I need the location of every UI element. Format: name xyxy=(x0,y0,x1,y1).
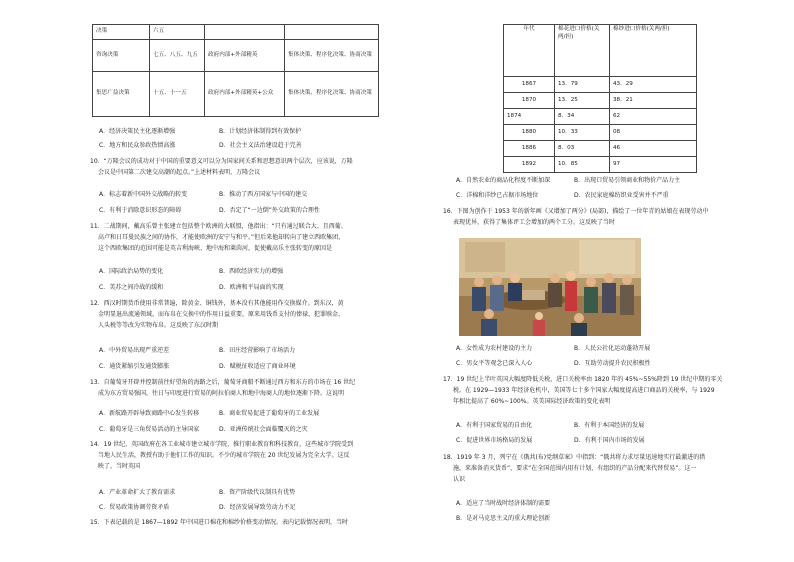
question-text: 10．“万隆会议的成功对于中国的重要意义可以分为国家间关系和思想意识两个层次，应该说，万隆 xyxy=(90,158,353,165)
q11-option-d: D．欧洲和平局面的实现 xyxy=(219,284,284,291)
q14-option-b: B．资产阶级代议制具有优势 xyxy=(219,489,296,496)
question-13 xyxy=(90,377,375,399)
q12-option-d: D．赋税征收适应了商业环境 xyxy=(219,363,296,370)
table-cell: 政府内部+外部精英 xyxy=(205,40,285,72)
question-text: 人头税等等改为实物布帛。这反映了东汉时期 xyxy=(98,322,219,330)
q18-option-b: B．是对马克思主义的重大理论创新 xyxy=(456,515,551,522)
q17-option-b: B．有利于本国经济的发展 xyxy=(574,422,645,429)
table-row xyxy=(504,157,697,173)
question-text: 映了，当时英国 xyxy=(98,463,141,471)
q17-option-c: C．促进世界市场格局的发展 xyxy=(456,437,533,444)
table-cell: 决策 xyxy=(93,25,150,40)
question-text: 14．19 世纪，英国政府在各工业城市建立城市学院，推行职业教育和科技教育，这些城市学院受到 xyxy=(90,441,354,448)
q16-option-b: B．人民公社化运动蓬勃开展 xyxy=(574,345,651,352)
q10-option-c: C．有利于消除意识形态的障碍 xyxy=(99,207,182,214)
q15-option-c: C．洋棉和洋纱已占据市场地位 xyxy=(456,192,539,199)
q12-option-a: A．中外贸易出现严重逆差 xyxy=(99,347,170,354)
table-row xyxy=(504,125,697,141)
question-text: 15．下表记载的是 1867—1892 年中国进口棉花和棉纱价格变动情况。表内记载情况表明，当时 xyxy=(90,519,348,526)
table-cell: 10．33 xyxy=(555,125,610,141)
q10-option-a: A．标志着新中国外交战略的转变 xyxy=(99,191,188,198)
question-text: 12．西汉时期货币使用非常普遍，除黄金、铜钱外，基本没有其他能用作交换媒介。到东汉，黄 xyxy=(90,300,344,307)
q15-option-b: B．出现口贸易引领商业和物价产品力主 xyxy=(574,177,681,184)
question-text: 13．自葡萄牙开辟并控制前往好望角的海路之后，葡萄牙商船不断通过西方和东方的市场在 16 世纪 xyxy=(90,379,356,386)
question-text: 施，来准备消灭货币”，要求“在全国范围内用有计划、有组织的产品分配来代替贸易”。这一 xyxy=(453,465,697,473)
question-text: 高卢和日耳曼民族之间的协作，才能使欧洲的安宁与和平。”但后来他却转向了建立西欧集团， xyxy=(98,234,345,242)
q9-option-b: B．计划经济体制得到有效保护 xyxy=(219,128,302,135)
table-row xyxy=(93,25,379,40)
q14-option-a: A．产业革命扩大了教育需求 xyxy=(99,489,176,496)
question-text: 这个西欧集团的范围可能是英吉利海峡、地中海和莱茵河，促使戴高乐主张转变的原因是 xyxy=(98,245,333,253)
q14-option-c: C．贸易政策协调劳资矛盾 xyxy=(99,504,170,511)
q10-option-d: D．否定了“一边倒”外交政策的合理性 xyxy=(219,207,320,214)
table-row xyxy=(504,141,697,157)
table-cell: 62 xyxy=(610,109,697,125)
q9-option-a: A．经济决策民主化逐渐增强 xyxy=(99,128,176,135)
question-text: 当地人民生活，教授有助于他们工作的知识。不少的城市学院在 20 世纪发展为完全大学。这反 xyxy=(98,452,350,460)
table-cell: 1880 xyxy=(504,125,555,141)
question-text: 11．二战期间，戴高乐曾主张建立包括整个欧洲的大联盟，他指出：“只有通过联合大、且西葡、 xyxy=(90,223,347,230)
question-15 xyxy=(90,517,375,528)
table-cell xyxy=(285,25,379,40)
table-row xyxy=(93,72,379,117)
question-14 xyxy=(90,439,375,473)
q11-option-c: C．美苏之间冷战的缓和 xyxy=(99,284,164,291)
table-cell: 1886 xyxy=(504,141,555,157)
question-text: 金明显退出流通领域，而布帛在交换中的作用日益重要，原来用钱币支付的俸禄、犯罪赎金、 xyxy=(98,311,345,319)
question-17 xyxy=(443,374,743,408)
question-text: 年相比提高了 60%~100%。英美国际经济政策的变化表明 xyxy=(453,398,611,406)
table-cell: 97 xyxy=(610,157,697,173)
question-text: 会议是中国第二次建交高潮的起点。”上述材料表明，万隆会议 xyxy=(98,169,261,177)
question-10 xyxy=(90,156,375,178)
table-cell: 六五 xyxy=(150,25,205,40)
table-cell: 1870 xyxy=(504,93,555,109)
table-cell: 1892 xyxy=(504,157,555,173)
q9-option-d: D．社会主义法治建设趋于完善 xyxy=(219,142,302,149)
question-text: 税。在 1929—1933 年经济危机中，美国等七十多个国家大幅度提高进口商品的关税率，与 1929 xyxy=(453,387,715,395)
q13-option-b: B．商业贸易促进了葡萄牙的工业发展 xyxy=(219,410,320,417)
table-cell: 政府内部+外部精英+公众 xyxy=(205,72,285,117)
table-cell: 集思广益决策 xyxy=(93,72,150,117)
table-cell: 1867 xyxy=(504,77,555,93)
table-cell: 七五、八五、九五 xyxy=(150,40,205,72)
table-row xyxy=(504,93,697,109)
painting-illustration xyxy=(459,238,641,336)
q12-option-b: B．田庄经营影响了市场活力 xyxy=(219,347,296,354)
decision-table xyxy=(92,24,379,117)
cotton-price-table xyxy=(503,24,697,173)
q13-option-c: C．葡萄牙是三角贸易活动的主导国家 xyxy=(99,426,200,433)
table-cell: 46 xyxy=(610,141,697,157)
table-cell: 8．34 xyxy=(555,109,610,125)
q16-option-a: A．女性成为农村建设的主力 xyxy=(456,345,533,352)
q17-option-a: A．有利于国家贸易的自由化 xyxy=(456,422,533,429)
question-text: 18．1919 年 3 月，列宁在《俄共(布)党纲草案》中指到：“俄共将力求尽量迅速地实行最激进的措 xyxy=(443,454,706,461)
table-header: 棉花进口价格(关两/担) xyxy=(555,25,610,77)
q18-option-a: A．适应了当时战时经济体制的需要 xyxy=(456,500,551,507)
q17-option-d: D．有利于国内市场的发展 xyxy=(574,437,645,444)
table-cell: 8．03 xyxy=(555,141,610,157)
table-cell: 集体决策、程序化决策、协商决策 xyxy=(285,40,379,72)
q9-option-c: C．地方和民众参政热情高涨 xyxy=(99,142,176,149)
table-row xyxy=(504,77,697,93)
q13-option-a: A．新航路开辟导致商路中心发生转移 xyxy=(99,410,200,417)
q13-option-d: D．亚洲传统社会面临覆灭的之灾 xyxy=(219,426,308,433)
table-cell: 38．21 xyxy=(610,93,697,109)
table-cell: 集体决策、程序化决策、协商决策 xyxy=(285,72,379,117)
table-cell: 咨询决策 xyxy=(93,40,150,72)
question-text: 表现优异，获得了集体评工会增加的两个工分。这反映了当时 xyxy=(453,219,616,227)
question-text: 16．下图为创作于 1953 年的新年画《又增加了两分》(局部)，描绘了一位年青的姑娘在表现劳动中 xyxy=(443,208,709,215)
table-cell: 08 xyxy=(610,125,697,141)
q16-option-c: C．男女平等观念已深入人心 xyxy=(456,360,533,367)
q15-option-a: A．自然农业的商品化程度不断加深 xyxy=(456,177,551,184)
table-cell: 13．25 xyxy=(555,93,610,109)
q14-option-d: D．经济发展导致劳动力不足 xyxy=(219,504,296,511)
table-cell: 43．29 xyxy=(610,77,697,93)
question-18 xyxy=(443,452,743,486)
table-header: 棉纱进口价格(关两/担) xyxy=(610,25,697,77)
question-text: 认识 xyxy=(453,476,466,484)
table-cell: 十五、十一五 xyxy=(150,72,205,117)
table-header: 年代 xyxy=(504,25,555,77)
q10-option-b: B．推动了西方国家与中国的建交 xyxy=(219,191,308,198)
question-text: 成为东方贸易强国，往日与印度进行贸易的阿拉伯商人和地中海商人的地位逐渐下降。这说明 xyxy=(98,390,345,398)
table-row xyxy=(504,109,697,125)
table-cell xyxy=(205,25,285,40)
question-16 xyxy=(443,206,743,228)
q15-option-d: D．农民家庭棉纺织业受害并不严重 xyxy=(574,192,669,199)
question-text: 17．19 世纪上半叶英国大幅度降低关税，进口关税率由 1820 年的 45%~55%降到 19 世纪中期的零关 xyxy=(443,376,723,383)
table-header-row xyxy=(504,25,697,77)
q16-option-d: D．互助劳动提升农民积极性 xyxy=(574,360,651,367)
new-year-painting-image xyxy=(459,238,641,336)
question-12 xyxy=(90,298,375,332)
table-cell: 1874 xyxy=(504,109,555,125)
table-cell: 10．85 xyxy=(555,157,610,173)
q11-option-a: A．国际政治局势的变化 xyxy=(99,268,164,275)
q12-option-c: C．通货紧缩引发通货膨胀 xyxy=(99,363,170,370)
table-row xyxy=(93,40,379,72)
q11-option-b: B．西欧经济实力的增强 xyxy=(219,268,284,275)
table-cell: 13．79 xyxy=(555,77,610,93)
question-11 xyxy=(90,221,375,255)
